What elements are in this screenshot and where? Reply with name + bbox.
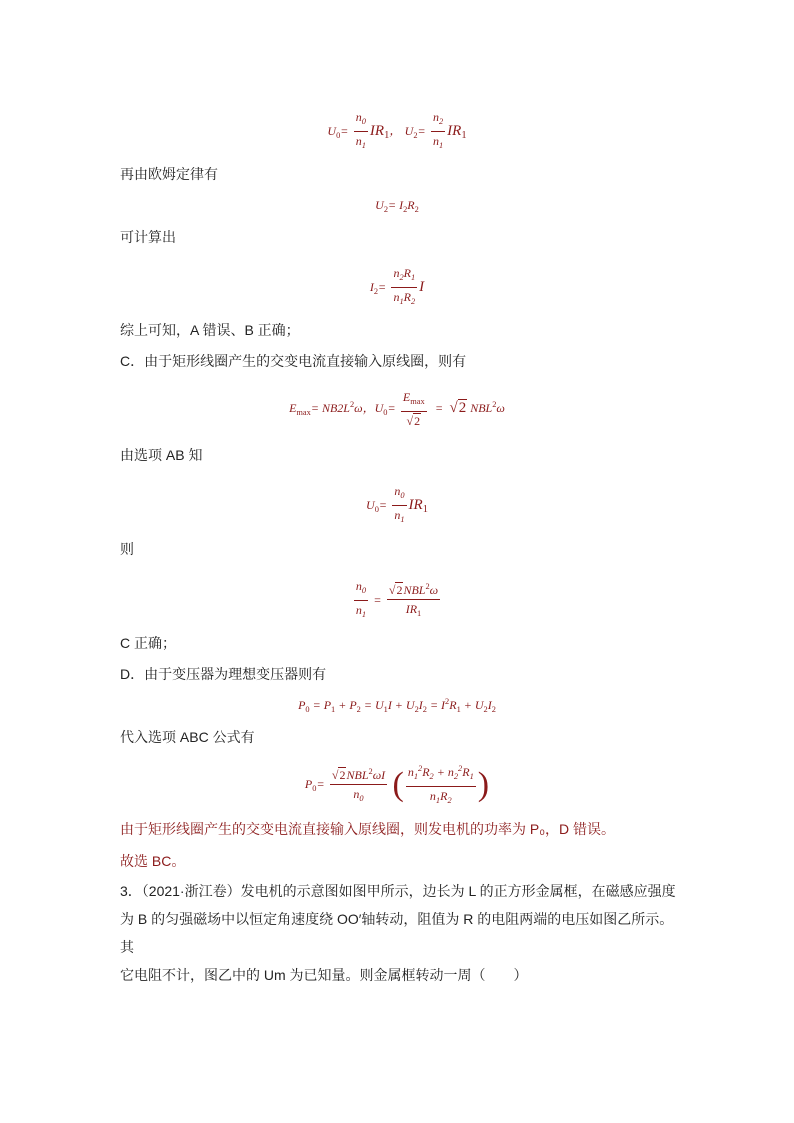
equation-emax: $E_{max}= NB2L^2\omega$，$U_0=$ $\frac{E_{max}}{√2}$ = √2 NBL$^2$ω [289, 390, 505, 428]
text-d-conclusion: 由于矩形线圈产生的交变电流直接输入原线圈，则发电机的功率为 P₀，D 错误。 [120, 821, 616, 837]
problem-3 [120, 877, 680, 989]
text-c-correct: C 正确； [120, 635, 176, 651]
text-d-intro: D．由于变压器为理想变压器则有 [120, 666, 327, 682]
text-from-ab: 由选项 AB 知 [120, 447, 203, 463]
equation-power: $P_0 = P_1 + P_2 = U_1I + U_2I_2 = I^2R_1 + U_2I_2$ [298, 697, 496, 714]
text-then: 则 [120, 541, 134, 557]
equation-p0: $P_0=$ $\frac{√2NBL^2\omega I}{n_0}$ ( $\frac{n_1^2R_2 + n_2^2R_1}{n_1R_2}$ ) [0, 760, 794, 810]
summary-ab-content: 综上可知，A 错误、B 正确； [120, 322, 300, 338]
problem-3-line-2: 为 B 的匀强磁场中以恒定角速度绕 OO′轴转动，阻值为 R 的电阻两端的电压如图乙所示。其 [120, 911, 674, 955]
equation-u2: $U_2= I_2R_2$ [375, 198, 419, 214]
text-can-compute: 可计算出 [120, 229, 176, 245]
text-ohm-law: 再由欧姆定律有 [120, 166, 218, 182]
equation-n0-over-n1: $\frac{n_0}{n_1}$ = $\frac{√2NBL^2\omega}{IR_1}$ [355, 579, 439, 619]
text-answer: 故选 BC。 [120, 853, 186, 869]
problem-3-line-1: 3．（2021·浙江卷）发电机的示意图如图甲所示，边长为 L 的正方形金属框，在磁感应强度 [120, 883, 676, 899]
text-summary-ab [120, 320, 300, 340]
equation-u0: $U_0=$ $\frac{n_0}{n_1}$ $IR_1$ [366, 484, 428, 524]
problem-3-line-3: 它电阻不计，图乙中的 Um 为已知量。则金属框转动一周（ ） [120, 967, 528, 983]
equation-u0-u2: $U_0=$ $\frac{n_0}{n_1}$ $IR_1$， $U_2=$ $\frac{n_2}{n_1}$ $IR_1$ [327, 110, 467, 150]
text-c-intro: C．由于矩形线圈产生的交变电流直接输入原线圈，则有 [120, 353, 467, 369]
equation-i2: $I_2=$ $\frac{n_2R_1}{n_1R_2}$ I [369, 266, 425, 306]
text-sub-abc: 代入选项 ABC 公式有 [120, 729, 255, 745]
